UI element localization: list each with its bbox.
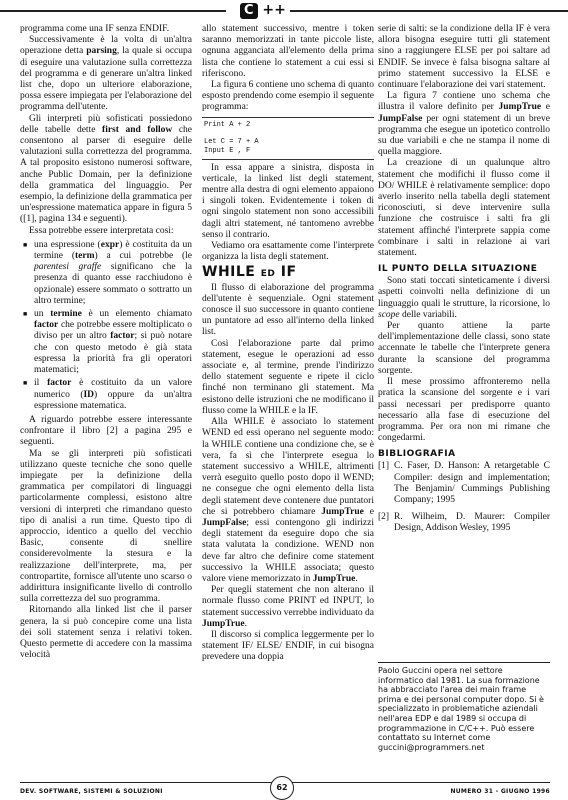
bullet-list	[20, 240, 192, 412]
section-heading-bibliografia: BIBLIOGRAFIA	[378, 449, 456, 460]
list-item: ■ una espressione (expr) è costituita da un termine (term) a cui potrebbe (le parentesi graffe significano che la presenza di quanto esse racchiudono è opzionale) essere sommato o sottratto un altro termine;	[34, 240, 192, 307]
column-3	[378, 24, 550, 541]
paragraph: La figura 6 contiene uno schema di quanto esposto prendendo come esempio il seguente programma:	[202, 80, 374, 113]
list-item: ■ un termine è un elemento chiamato factor che potrebbe essere moltiplicato o diviso per un altro factor; si può notare che con questo metodo è già stata espressa la priorità fra gli operatori matematici;	[34, 309, 192, 376]
paragraph: allo statement successivo, mentre i token saranno memorizzati in tante piccole liste, ognuna agganciata all'elemento della prima lista che contiene lo statement a cui essi si riferiscono.	[202, 24, 374, 79]
paragraph: Il mese prossimo affronteremo nella pratica la scansione del sorgente e i vari passi necessari per predisporre quanto necessario alla fase di esecuzione del programma. Per ora non mi rimane che congedarmi.	[378, 377, 550, 444]
header-rule-left	[0, 10, 226, 12]
section-tag	[240, 2, 286, 19]
paragraph: Per quegli statement che non alterano il normale flusso come PRINT ed INPUT, lo statement successivo verrebbe individuato da JumpTrue.	[202, 585, 375, 629]
code-line: Print A + 2	[204, 120, 251, 129]
paragraph: Per quanto attiene la parte dell'implementazione delle classi, sono state accennate le tabelle che l'interprete genera durante la scansione del programma sorgente.	[378, 321, 550, 376]
paragraph: Ma se gli interpreti più sofisticati utilizzano queste tecniche che sono quelle impiegate per la definizione della grammatica per compilatori di linguaggi particolarmente complessi, esistono altre versioni di interpreti che rimandano questo tipo di analisi a run time. Questo tipo di approccio, identico a quello del vecchio Basic, consente di snellire considerevolmente la stesura e la realizzazione dell'interprete, ma, per contropartite, fornisce all'utente uno scarso o addirittura insignificante livello di controllo sulla correttezza del suo programma.	[20, 448, 192, 605]
code-line: Let C = 7 + A	[204, 137, 259, 146]
footer-issue: NUMERO 31 - GIUGNO 1996	[450, 788, 550, 795]
list-item: ■ il factor è costituito da un valore numerico (ID) oppure da un'altra espressione matematica.	[34, 378, 192, 412]
paragraph: serie di salti: se la condizione della IF è vera allora bisogna eseguire tutti gli statement sino a raggiungere ELSE per poi saltare ad ENDIF. Se invece è falsa bisogna saltare al primo statement successivo la ELSE e continuare l'elaborazione dei vari statement.	[378, 24, 550, 91]
paragraph: La figura 7 contiene uno schema che illustra il valore definito per JumpTrue e JumpFalse per ogni statement di un breve programma che esegue un ipotetico controllo su due variabili e che ne stampa il nome di quella maggiore.	[378, 91, 551, 158]
paragraph: Gli interpreti più sofisticati possiedono delle tabelle dette first and follow che consentono al parser di eseguire delle valutazioni sulla correttezza del programma. A tal proposito esistono numerosi software, anche Public Domain, per la definizione della grammatica del linguaggio. Per esempio, la definizione della grammatica per un'espressione matematica appare in figura 5 ([1], pagina 134 e seguenti).	[20, 113, 192, 225]
section-tag-box: C	[240, 3, 258, 19]
reference-item: [2] R. Wilheim, D. Maurer: Compiler Design, Addison Wesley, 1995	[378, 512, 550, 534]
section-heading-punto: IL PUNTO DELLA SITUAZIONE	[378, 264, 538, 275]
column-2	[202, 24, 374, 664]
reference-item: [1] C. Faser, D. Hanson: A retargetable C Compiler: design and implementation; The Benjamin/ Cummings Publishing Company; 1995	[378, 461, 550, 505]
page-number: 62	[270, 776, 294, 800]
paragraph: La creazione di un qualunque altro statement che modifichi il flusso come il DO/ WHILE è relativamente semplice: dopo averlo inserito nella tabella degli statement riconosciuti, si deve intervenire sulla funzione che costruisce i salti fra gli statement affinché l'interprete sappia come combinare i salti in relazione ai vari statement.	[378, 158, 550, 259]
page-footer	[0, 776, 568, 800]
paragraph: Successivamente è la volta di un'altra operazione detta parsing, la quale si occupa di eseguire una valutazione sulla correttezza del programma e di generare un'altra linked list che, dopo un ulteriore elaborazione, possa essere impiegata per l'elaborazione del programma dell'utente.	[20, 35, 192, 113]
author-bio: Paolo Guccini opera nel settore informatico dal 1981. La sua formazione ha abbracciato l'area dei main frame prima e dei personal computer dopo. Si è specializzato in problematiche aziendali nell'area EDP e dal 1989 si occupa di programmazione in C/C++. Può essere contattato su Internet come guccini@programmers.net	[378, 662, 550, 752]
code-line: Input E , F	[204, 146, 251, 155]
code-listing	[202, 117, 374, 160]
footer-magazine: DEV. SOFTWARE, SISTEMI & SOLUZIONI	[20, 788, 163, 795]
paragraph: Il flusso di elaborazione del programma dell'utente è sequenziale. Ogni statement conosce il suo successore in quanto contiene un puntatore ad esso all'interno della linked list.	[202, 282, 374, 338]
page-header	[0, 0, 568, 22]
paragraph: Essa potrebbe essere interpretata così:	[29, 225, 174, 236]
paragraph: Il discorso si complica leggermente per lo statement IF/ ELSE/ ENDIF, in cui bisogna prevedere una doppia	[202, 629, 374, 663]
column-1	[20, 24, 192, 661]
paragraph: In essa appare a sinistra, disposta in verticale, la linked list degli statement, mentre alla destra di ogni elemento appaiono i singoli token. Evidentemente i token di ogni singolo statement non sono accessibili dagli altri statement, né tantomeno avrebbe senso il contrario.	[202, 162, 374, 240]
paragraph: Sono stati toccati sinteticamente i diversi aspetti coinvolti nella definizione di un linguaggio quali le strutture, la ricorsione, lo scope delle variabili.	[378, 276, 550, 320]
paragraph: Ritornando alla linked list che il parser genera, la si può concepire come una lista dei soli statement senza i relativi token. Questo permette di accedere con la massima velocità	[20, 605, 192, 661]
paragraph: Vediamo ora esattamente come l'interprete organizza la lista degli statement.	[202, 241, 374, 263]
header-rule-right	[290, 10, 568, 12]
paragraph: Alla WHILE è associato lo statement WEND ed essi operano nel seguente modo: la WHILE contiene una condizione che, se è vera, fa sì che l'interprete esegua lo statement successivo a WHILE, altrimenti verrà eseguito quello posto dopo il WEND; ne consegue che ogni elemento della lista degli statement deve contenere due puntatori che si potrebbero chiamare JumpTrue e JumpFalse; essi contengono gli indirizzi degli statement da eseguire dopo che sia stata valutata la condizione. WEND non deve far altro che definire come statement successivo la WHILE associata; questo valore viene memorizzato in JumpTrue.	[202, 417, 375, 584]
section-heading-while-if: WHILE ED IF	[202, 264, 297, 281]
paragraph: Così l'elaborazione parte dal primo statement, esegue le operazioni ad esso associate e, al termine, prende l'indirizzo dello statement seguente e ripete il ciclo finché non terminano gli statement. Ma esistono delle istruzioni che ne modificano il flusso come la WHILE e la IF.	[202, 338, 374, 416]
paragraph: programma come una IF senza ENDIF.	[20, 24, 170, 34]
section-tag-rest: ++	[262, 2, 286, 18]
paragraph: A riguardo potrebbe essere interessante confrontare il libro [2] a pagina 295 e seguenti.	[20, 414, 192, 448]
